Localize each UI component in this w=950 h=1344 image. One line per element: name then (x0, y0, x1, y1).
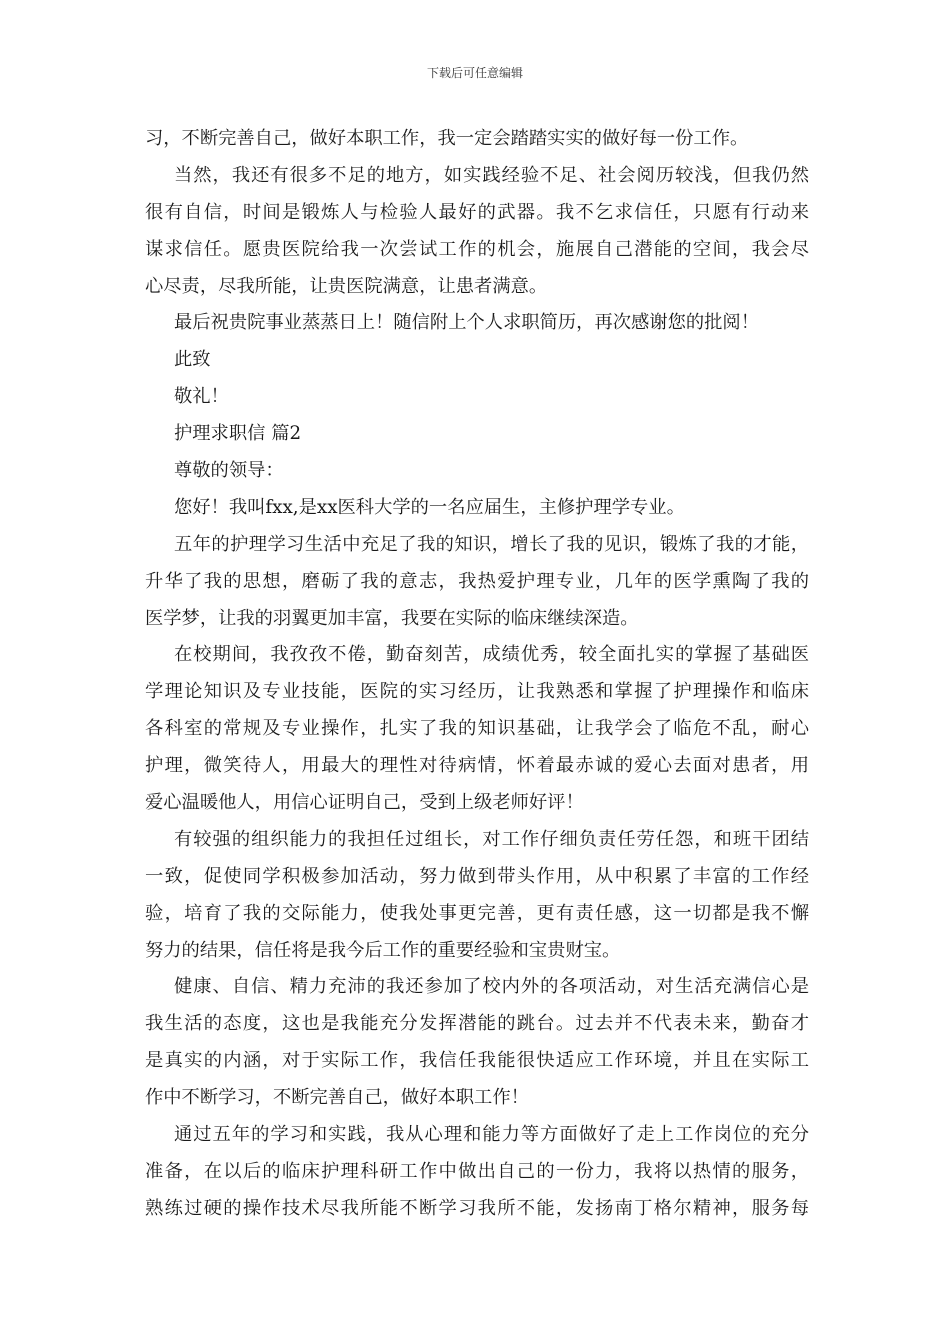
text-line: 我生活的态度，这也是我能充分发挥潜能的跳台。过去并不代表未来，勤奋才 (145, 1013, 809, 1035)
text-line: 作中不断学习，不断完善自己，做好本职工作！ (145, 1087, 529, 1109)
text-line: 是真实的内涵，对于实际工作，我信任我能很快适应工作环境，并且在实际工 (145, 1050, 809, 1072)
text-line: 爱心温暖他人，用信心证明自己，受到上级老师好评！ (145, 792, 584, 814)
text-line: 此致 (174, 349, 211, 371)
text-line: 当然，我还有很多不足的地方，如实践经验不足、社会阅历较浅，但我仍然 (174, 164, 809, 186)
text-line: 熟练过硬的操作技术尽我所能不断学习我所不能，发扬南丁格尔精神，服务每 (145, 1197, 809, 1219)
text-line: 习，不断完善自己，做好本职工作，我一定会踏踏实实的做好每一份工作。 (145, 128, 749, 149)
text-line: 通过五年的学习和实践，我从心理和能力等方面做好了走上工作岗位的充分 (174, 1124, 809, 1146)
document-body (145, 121, 809, 1228)
text-line: 升华了我的思想，磨砺了我的意志，我热爱护理专业，几年的医学熏陶了我的 (145, 570, 809, 592)
text-line: 医学梦，让我的羽翼更加丰富，我要在实际的临床继续深造。 (145, 607, 639, 629)
text-line: 一致，促使同学积极参加活动，努力做到带头作用，从中积累了丰富的工作经 (145, 865, 809, 887)
text-line: 护理，微笑待人，用最大的理性对待病情，怀着最赤诚的爱心去面对患者，用 (145, 755, 809, 777)
text-line: 尊敬的领导： (174, 460, 284, 482)
text-line: 心尽责，尽我所能，让贵医院满意，让患者满意。 (145, 275, 548, 297)
text-line: 最后祝贵院事业蒸蒸日上！随信附上个人求职简历，再次感谢您的批阅！ (174, 312, 759, 334)
text-line: 您好！我叫fxx,是xx医科大学的一名应届生，主修护理学专业。 (174, 496, 685, 518)
text-line: 学理论知识及专业技能，医院的实习经历，让我熟悉和掌握了护理操作和临床 (145, 681, 809, 703)
text-line: 健康、自信、精力充沛的我还参加了校内外的各项活动，对生活充满信心是 (174, 976, 809, 998)
text-line: 各科室的常规及专业操作，扎实了我的知识基础，让我学会了临危不乱，耐心 (145, 718, 809, 740)
text-line: 敬礼！ (174, 386, 229, 408)
page-header: 下载后可任意编辑 (426, 66, 523, 80)
text-line: 在校期间，我孜孜不倦，勤奋刻苦，成绩优秀，较全面扎实的掌握了基础医 (174, 644, 809, 666)
text-line: 准备，在以后的临床护理科研工作中做出自己的一份力，我将以热情的服务， (145, 1160, 809, 1182)
text-line: 五年的护理学习生活中充足了我的知识，增长了我的见识，锻炼了我的才能， (174, 533, 809, 555)
text-line: 有较强的组织能力的我担任过组长，对工作仔细负责任劳任怨，和班干团结 (174, 828, 809, 850)
text-line: 谋求信任。愿贵医院给我一次尝试工作的机会，施展自己潜能的空间，我会尽 (145, 238, 809, 260)
text-line: 验，培育了我的交际能力，使我处事更完善，更有责任感，这一切都是我不懈 (145, 902, 809, 924)
text-line: 努力的结果，信任将是我今后工作的重要经验和宝贵财宝。 (145, 939, 621, 961)
text-line: 很有自信，时间是锻炼人与检验人最好的武器。我不乞求信任，只愿有行动来 (145, 201, 809, 223)
text-line: 护理求职信 篇2 (174, 423, 302, 445)
